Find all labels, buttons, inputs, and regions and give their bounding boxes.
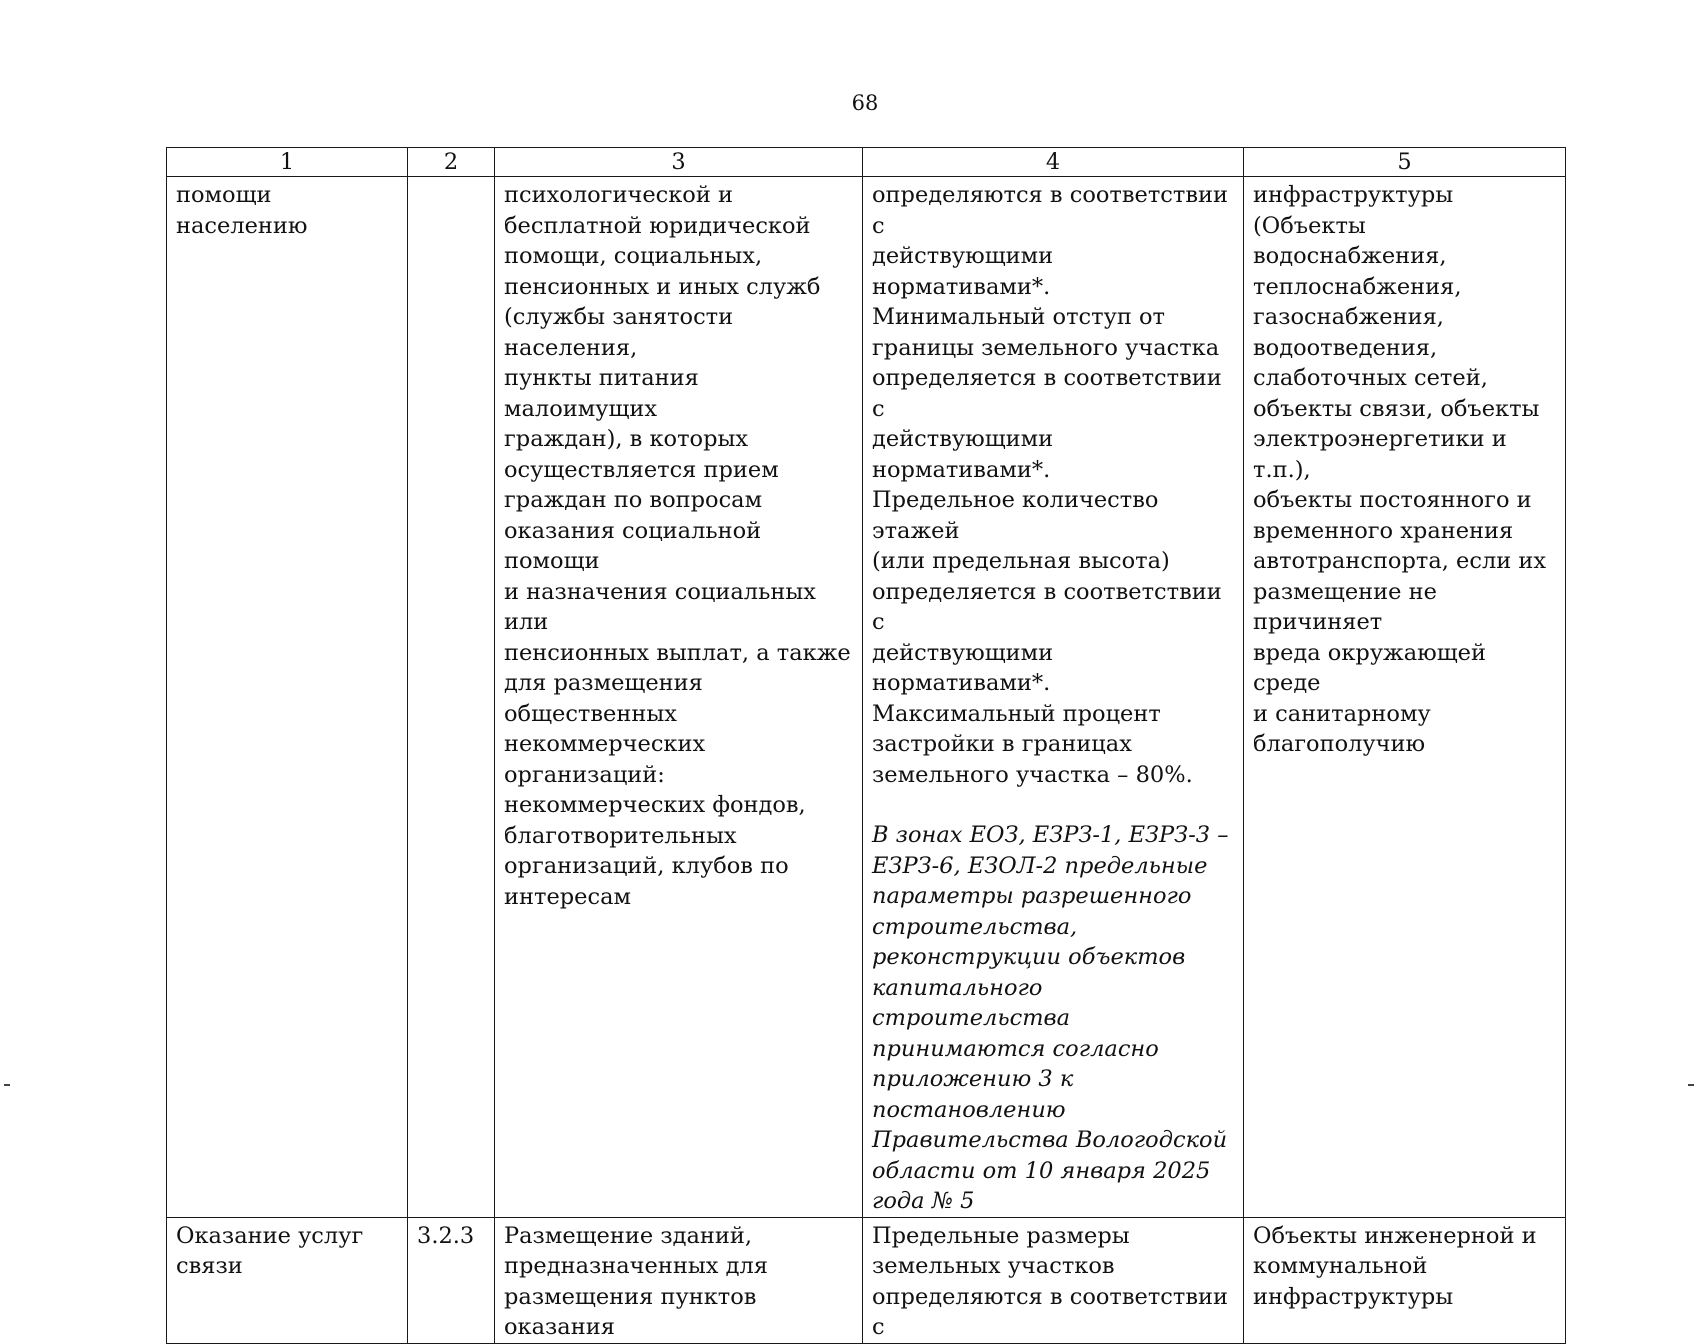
cell-auxiliary-uses: инфраструктуры (Объекты водоснабжения, теплоснабжения, газоснабжения, водоотведения, слаботочных сетей, объекты связи, объекты электроэнергетики и т.п.), объекты постоянного и временного хранения автотранспорта, если их размещение не причиняет вреда окружающей среде и санитарному благополучию: [1244, 177, 1566, 1218]
header-col-3: 3: [495, 148, 863, 177]
cell-description: Размещение зданий, предназначенных для размещения пунктов оказания: [495, 1217, 863, 1343]
cell-code: [408, 177, 495, 1218]
page-number: 68: [851, 91, 879, 115]
zones-note: В зонах ЕОЗ, ЕЗРЗ-1, ЕЗРЗ-3 – ЕЗРЗ-6, ЕЗОЛ-2 предельные параметры разрешенного строительства, реконструкции объектов капитального строительства принимаются согласно приложению 3 к постановлению Правительства Вологодской области от 10 января 2025 года № 5: [872, 822, 1229, 1214]
regulations-table: [166, 147, 1566, 1344]
cell-parameters: Предельные размеры земельных участков определяются в соответствии с: [863, 1217, 1244, 1343]
cell-code: 3.2.3: [408, 1217, 495, 1343]
left-edge-mark: [4, 1084, 10, 1086]
paragraph-gap: [872, 790, 1234, 820]
table-row: [167, 1217, 1566, 1343]
right-edge-mark: [1688, 1084, 1694, 1086]
header-col-4: 4: [863, 148, 1244, 177]
cell-activity-name: помощи населению: [167, 177, 408, 1218]
header-col-2: 2: [408, 148, 495, 177]
cell-activity-name: Оказание услуг связи: [167, 1217, 408, 1343]
header-col-1: 1: [167, 148, 408, 177]
header-col-5: 5: [1244, 148, 1566, 177]
cell-description: психологической и бесплатной юридической помощи, социальных, пенсионных и иных служб (службы занятости населения, пункты питания малоимущих граждан), в которых осуществляется прием граждан по вопросам оказания социальной помощи и назначения социальных или пенсионных выплат, а также для размещения общественных некоммерческих организаций: некоммерческих фондов, благотворительных организаций, клубов по интересам: [495, 177, 863, 1218]
cell-auxiliary-uses: Объекты инженерной и коммунальной инфраструктуры: [1244, 1217, 1566, 1343]
table-header-row: [167, 148, 1566, 177]
table-row: [167, 177, 1566, 1218]
parameters-text: определяются в соответствии с действующими нормативами*. Минимальный отступ от границы земельного участка определяется в соответствии с действующими нормативами*. Предельное количество этажей (или предельная высота) определяется в соответствии с действующими нормативами*. Максимальный процент застройки в границах земельного участка – 80%.: [872, 182, 1229, 788]
cell-parameters: [863, 177, 1244, 1218]
